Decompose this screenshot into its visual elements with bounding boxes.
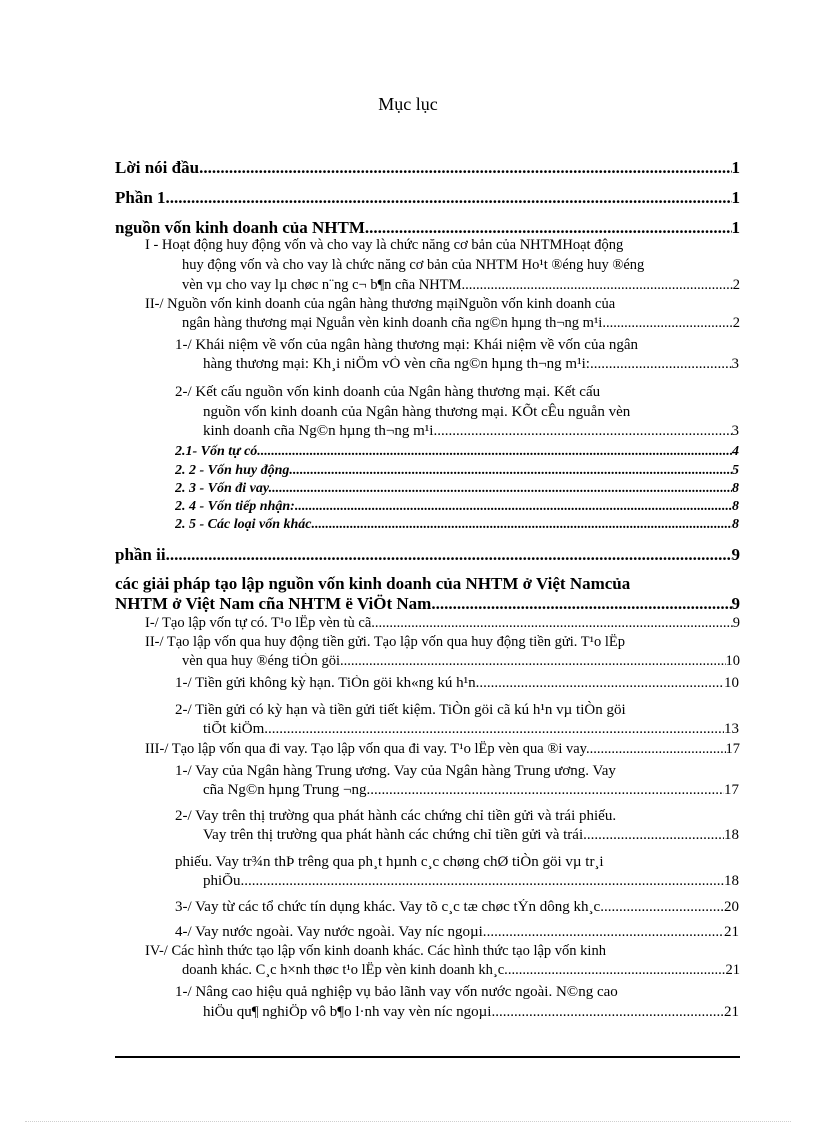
toc-entry-subsubsection[interactable] [175, 463, 739, 479]
toc-page-number: 20 [724, 899, 739, 915]
toc-entry-text: vèn qua huy ®éng tiÒn göi. [182, 653, 344, 669]
toc-entry-line[interactable]: 1-/ Nâng cao hiệu quả nghiệp vụ bảo lãnh vay vốn nước ngoài. N©ng cao [175, 984, 618, 1000]
toc-page-number: 1 [731, 188, 740, 207]
toc-entry-preface[interactable] [115, 158, 740, 178]
toc-entry-text: phiÕu. [203, 873, 245, 889]
leader-dots [437, 423, 731, 440]
toc-entry-text: 2. 4 - Vốn tiếp nhận: [175, 499, 295, 514]
leader-dots [272, 481, 732, 497]
toc-entry-text: NHTM ở Việt Nam cña NHTM ë ViÖt Nam [115, 594, 432, 613]
toc-entry-line[interactable]: I - Hoạt động huy động vốn và cho vay là chức năng cơ bản của NHTMHoạt động [145, 237, 624, 253]
toc-page-number: 8 [732, 499, 739, 514]
toc-entry-text: nguồn vốn kinh doanh của NHTM [115, 218, 365, 237]
toc-entry-chapter-2[interactable] [115, 594, 740, 614]
leader-dots [257, 444, 732, 460]
toc-entry-text: 2.1- Vốn tự có [175, 444, 258, 459]
toc-page-number: 8 [732, 517, 739, 532]
toc-entry-line[interactable]: các giải pháp tạo lập nguồn vốn kinh doanh của NHTM ở Việt Namcủa [115, 574, 631, 593]
toc-entry-text: kinh doanh cña Ng©n hµng th¬ng m¹i. [203, 423, 438, 439]
toc-page-number: 2 [732, 277, 740, 293]
toc-entry-subsubsection[interactable] [175, 481, 739, 497]
toc-entry-text: tiÕt kiÖm [203, 721, 265, 737]
toc-entry-subsection[interactable] [175, 899, 739, 916]
toc-entry-line[interactable]: IV-/ Các hình thức tạo lập vốn kinh doanh khác. Các hình thức tạo lập vốn kinh [145, 943, 606, 959]
toc-entry-subsection[interactable] [175, 924, 739, 941]
leader-dots [487, 924, 724, 941]
toc-page-number: 3 [731, 423, 739, 439]
toc-entry-text: Lời nói đầu [115, 158, 200, 177]
toc-entry-subsection[interactable] [203, 1004, 739, 1021]
leader-dots [375, 615, 733, 632]
toc-entry-subsection[interactable] [203, 721, 739, 738]
leader-dots [583, 827, 724, 844]
leader-dots [244, 873, 724, 890]
leader-dots [367, 782, 724, 799]
toc-page-number: 5 [732, 463, 739, 478]
toc-page-number: 10 [725, 653, 740, 669]
toc-page-number: 9 [732, 615, 740, 631]
toc-entry-text: ngân hàng thương mại Nguån vèn kinh doanh cña ng©n hµng th¬ng m¹i [182, 315, 603, 331]
toc-entry-section-2[interactable] [182, 315, 740, 332]
toc-entry-text: I-/ Tạo lập vốn tự có. T¹o lËp vèn tù cã. [145, 615, 375, 631]
toc-entry-text: 2. 2 - Vốn huy động. [175, 463, 293, 478]
toc-entry-text: 4-/ Vay nước ngoài. Vay nước ngoài. Vay níc ngoµi. [175, 924, 487, 940]
toc-entry-text: 1-/ Tiền gửi không kỳ hạn. TiÒn göi kh«ng kú h¹n. [175, 675, 480, 691]
toc-entry-line[interactable]: 2-/ Vay trên thị trường qua phát hành các chứng chỉ tiền gửi và trái phiếu. [175, 808, 617, 824]
leader-dots [344, 653, 726, 670]
toc-page-number: 3 [731, 356, 739, 372]
toc-entry-text: Vay trên thị trường qua phát hành các chứng chỉ tiền gửi và trái [203, 827, 584, 843]
toc-page-number: 18 [724, 827, 739, 843]
toc-page-number: 1 [731, 218, 740, 237]
toc-entry-text: phần ii [115, 545, 166, 564]
toc-entry-subsection[interactable] [175, 675, 739, 692]
leader-dots [479, 675, 724, 692]
toc-entry-text: 2. 3 - Vốn đi vay. [175, 481, 273, 496]
toc-entry-text: vèn vµ cho vay lµ chøc n¨ng c¬ b¶n cña NHTM [182, 277, 462, 293]
toc-entry-text: hàng thương mại: Kh¸i niÖm vÒ vèn cña ng©n hµng th¬ng m¹i: [203, 356, 590, 372]
leader-dots [264, 721, 724, 738]
toc-page-number: 18 [724, 873, 739, 889]
toc-entry-line[interactable]: II-/ Nguồn vốn kinh doanh của ngân hàng thương mạiNguồn vốn kinh doanh của [145, 296, 616, 312]
toc-entry-subsubsection[interactable] [175, 444, 739, 460]
toc-page-number: 10 [724, 675, 739, 691]
toc-page-number: 21 [724, 924, 739, 940]
toc-entry-section[interactable] [145, 615, 740, 632]
toc-entry-subsection[interactable] [203, 782, 739, 799]
leader-dots [431, 594, 731, 614]
bottom-rule [115, 1056, 740, 1058]
toc-page-number: 9 [731, 594, 740, 613]
toc-entry-line[interactable]: II-/ Tạo lập vốn qua huy động tiền gửi. Tạo lập vốn qua huy động tiền gửi. T¹o lËp [145, 634, 625, 650]
toc-page-number: 8 [732, 481, 739, 496]
leader-dots [590, 356, 732, 373]
toc-entry-section-1[interactable] [182, 277, 740, 294]
leader-dots [600, 899, 724, 916]
toc-page-number: 21 [725, 962, 740, 978]
toc-entry-text: 3-/ Vay từ các tổ chức tín dụng khác. Vay tõ c¸c tæ chøc tÝn dông kh¸c [175, 899, 601, 915]
toc-entry-line[interactable]: 1-/ Khái niệm về vốn của ngân hàng thương mại: Khái niệm về vốn của ngân [175, 337, 639, 353]
toc-entry-subsubsection[interactable] [175, 517, 739, 533]
toc-entry-subsection[interactable] [203, 873, 739, 890]
toc-entry-text: 2. 5 - Các loại vốn khác. [175, 517, 315, 532]
toc-entry-subsection[interactable] [203, 827, 739, 844]
leader-dots [315, 517, 732, 533]
toc-entry-line[interactable]: huy động vốn và cho vay là chức năng cơ bản của NHTM Ho¹t ®éng huy ®éng [182, 257, 645, 273]
toc-page-number: 17 [724, 782, 739, 798]
toc-entry-section[interactable] [182, 653, 740, 670]
toc-entry-part-2[interactable] [115, 545, 740, 565]
toc-page-number: 17 [725, 741, 740, 757]
toc-entry-chapter-1[interactable] [115, 218, 740, 238]
toc-entry-section[interactable] [182, 962, 740, 979]
leader-dots [295, 499, 732, 515]
leader-dots [462, 277, 733, 294]
toc-page-number: 1 [731, 158, 740, 177]
toc-entry-subsection[interactable] [203, 423, 739, 440]
leader-dots [293, 463, 732, 479]
toc-entry-line[interactable]: 1-/ Vay của Ngân hàng Trung ương. Vay của Ngân hàng Trung ương. Vay [175, 763, 616, 779]
leader-dots [508, 962, 726, 979]
toc-entry-text: III-/ Tạo lập vốn qua đi vay. Tạo lập vốn qua đi vay. T¹o lËp vèn qua ®i vay. [145, 741, 590, 757]
toc-page-number: 2 [732, 315, 740, 331]
toc-entry-line[interactable]: 2-/ Tiền gửi có kỳ hạn và tiền gửi tiết kiệm. TiÒn göi cã kú h¹n vµ tiÒn göi [175, 702, 626, 718]
toc-page-number: 4 [732, 444, 739, 459]
page-footer-divider [25, 1121, 791, 1122]
leader-dots [590, 741, 726, 758]
page-title: Mục lục [378, 94, 438, 114]
leader-dots [602, 315, 732, 332]
toc-entry-line[interactable]: nguồn vốn kinh doanh của Ngân hàng thương mại. KÕt cÊu nguån vèn [203, 404, 631, 420]
leader-dots [166, 545, 732, 565]
leader-dots [199, 158, 731, 178]
toc-entry-subsubsection[interactable] [175, 499, 739, 515]
toc-entry-section[interactable] [145, 741, 740, 758]
toc-page-number: 9 [731, 545, 740, 564]
toc-entry-part-1[interactable] [115, 188, 740, 208]
toc-entry-text: cña Ng©n hµng Trung ¬ng [203, 782, 367, 798]
toc-entry-subsection[interactable] [203, 356, 739, 373]
toc-entry-line[interactable]: phiếu. Vay tr¾n thÞ trêng qua ph¸t hµnh c¸c chøng chØ tiÒn göi vµ tr¸i [175, 854, 604, 870]
toc-entry-line[interactable]: 2-/ Kết cấu nguồn vốn kinh doanh của Ngân hàng thương mại. Kết cấu [175, 384, 601, 400]
leader-dots [166, 188, 732, 208]
toc-page-number: 21 [724, 1004, 739, 1020]
toc-entry-text: doanh khác. C¸c h×nh thøc t¹o lËp vèn kinh doanh kh¸c. [182, 962, 508, 978]
leader-dots [365, 218, 732, 238]
leader-dots [495, 1004, 724, 1021]
toc-page-number: 13 [724, 721, 739, 737]
toc-entry-text: hiÖu qu¶ nghiÖp vô b¶o l·nh vay vèn níc ngoµi. [203, 1004, 496, 1020]
toc-entry-text: Phần 1 [115, 188, 166, 207]
